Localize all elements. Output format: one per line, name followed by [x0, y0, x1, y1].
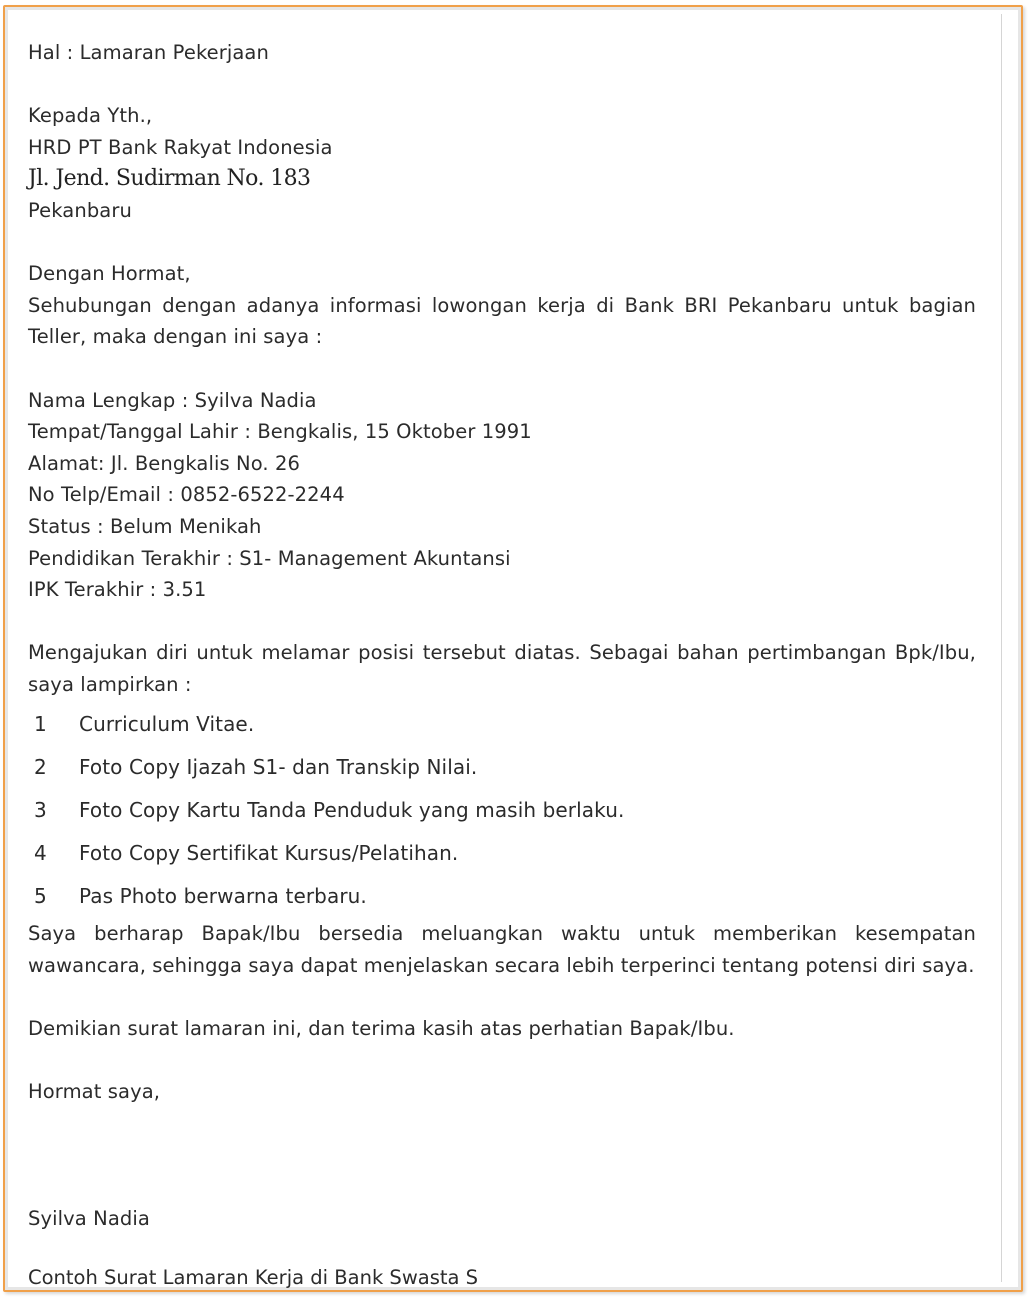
- recipient-city: Pekanbaru: [28, 198, 132, 222]
- applicant-name: Nama Lengkap : Syilva Nadia: [28, 388, 317, 412]
- spacer: [28, 1171, 976, 1203]
- intro-paragraph: Sehubungan dengan adanya informasi lowongan kerja di Bank BRI Pekanbaru untuk bagian Teller, maka dengan ini saya :: [28, 293, 976, 349]
- spacer: [28, 227, 976, 259]
- list-item-text: Foto Copy Ijazah S1- dan Transkip Nilai.: [79, 755, 478, 780]
- spacer: [28, 353, 976, 385]
- sign-off: Hormat saya,: [28, 1080, 161, 1104]
- list-item-number: 2: [34, 755, 47, 780]
- applicant-gpa: IPK Terakhir : 3.51: [28, 578, 207, 602]
- spacer: [28, 69, 976, 101]
- applicant-status: Status : Belum Menikah: [28, 514, 262, 538]
- list-item: [28, 703, 976, 746]
- applicant-address: Alamat: Jl. Bengkalis No. 26: [28, 451, 301, 475]
- recipient-greeting: Kepada Yth.,: [28, 104, 153, 128]
- signature-name: Syilva Nadia: [28, 1206, 150, 1230]
- apply-statement: Mengajukan diri untuk melamar posisi tersebut diatas. Sebagai bahan pertimbangan Bpk/Ibu, saya lampirkan :: [28, 641, 976, 696]
- applicant-contact: No Telp/Email : 0852-6522-2244: [28, 483, 345, 507]
- list-item: [28, 746, 976, 789]
- list-item-text: Foto Copy Kartu Tanda Penduduk yang masih berlaku.: [79, 798, 625, 823]
- list-item-text: Curriculum Vitae.: [79, 712, 255, 737]
- recipient-company: HRD PT Bank Rakyat Indonesia: [28, 135, 333, 159]
- spacer: [28, 1108, 976, 1140]
- list-item: [28, 832, 976, 875]
- list-item-number: 5: [34, 884, 47, 909]
- spacer: [28, 606, 976, 638]
- applicant-birth: Tempat/Tanggal Lahir : Bengkalis, 15 Oktober 1991: [28, 420, 532, 444]
- list-item: [28, 875, 976, 918]
- attachment-list: [28, 703, 976, 918]
- closing-line: Demikian surat lamaran ini, dan terima kasih atas perhatian Bapak/Ibu.: [28, 1017, 735, 1041]
- spacer: [28, 1140, 976, 1172]
- applicant-education: Pendidikan Terakhir : S1- Management Akuntansi: [28, 546, 511, 570]
- list-item: [28, 789, 976, 832]
- hope-paragraph: Saya berharap Bapak/Ibu bersedia meluangkan waktu untuk memberikan kesempatan wawancara, sehingga saya dapat menjelaskan secara lebih terperinci tentang potensi diri saya.: [28, 922, 976, 978]
- salutation: Dengan Hormat,: [28, 262, 191, 286]
- letter-subject: Hal : Lamaran Pekerjaan: [28, 41, 269, 64]
- spacer: [28, 982, 976, 1014]
- spacer: [28, 1045, 976, 1077]
- truncated-caption: Contoh Surat Lamaran Kerja di Bank Swasta S: [28, 1266, 479, 1289]
- list-item-number: 3: [34, 798, 47, 823]
- list-item-text: Foto Copy Sertifikat Kursus/Pelatihan.: [79, 841, 459, 866]
- list-item-text: Pas Photo berwarna terbaru.: [79, 884, 367, 909]
- scrollbar-divider: [1001, 14, 1002, 1282]
- applicant-details: [28, 385, 976, 606]
- letter-body: [28, 37, 976, 1234]
- list-item-number: 4: [34, 841, 47, 866]
- recipient-block: [28, 100, 976, 226]
- list-item-number: 1: [34, 712, 47, 737]
- recipient-address: Jl. Jend. Sudirman No. 183: [28, 166, 311, 192]
